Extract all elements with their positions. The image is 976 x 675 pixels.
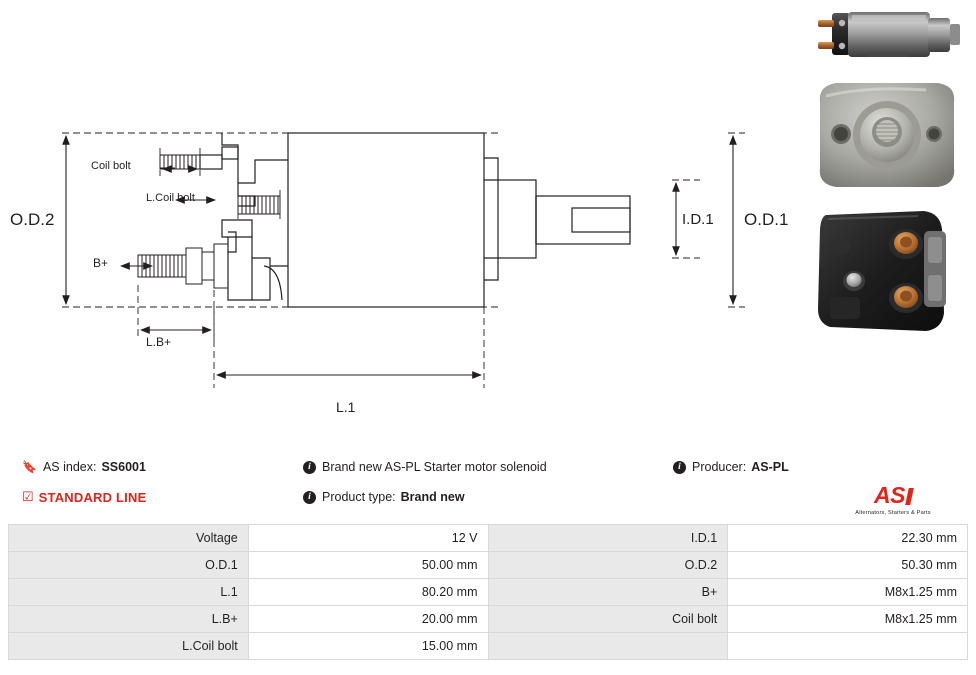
dimension-label-lbplus: L.B+ [146,335,172,349]
spec-label: O.D.1 [9,552,249,579]
dimension-label-bplus: B+ [93,256,109,270]
producer-line [673,456,789,478]
table-row [9,552,968,579]
dimension-label-coil-bolt: Coil bolt [91,160,131,172]
dimension-label-od2: O.D.2 [10,210,55,229]
standard-line-label: STANDARD LINE [38,489,147,505]
spec-empty-cell [488,633,728,660]
spec-label: O.D.2 [488,552,728,579]
spec-value: 12 V [248,525,488,552]
logo-text: AS [874,482,905,508]
product-photo-side-view[interactable] [806,2,968,68]
tag-icon: 🔖 [22,460,37,474]
spec-label: L.1 [9,579,249,606]
info-icon: i [303,491,316,504]
spec-value: M8x1.25 mm [728,606,968,633]
product-photo-terminal-back[interactable] [806,201,968,341]
table-row [9,633,968,660]
spec-value: 50.30 mm [728,552,968,579]
as-pl-logo [818,484,968,516]
spec-label: Coil bolt [488,606,728,633]
info-icon: i [673,461,686,474]
product-photo-front-flange[interactable] [806,72,968,197]
dimension-label-l1: L.1 [336,399,356,415]
spec-empty-cell [728,633,968,660]
specifications-table [8,524,968,660]
spec-label: L.Coil bolt [9,633,249,660]
as-index-line [22,456,146,478]
spec-label: Voltage [9,525,249,552]
product-info-row [0,448,976,520]
spec-label: L.B+ [9,606,249,633]
product-type-line [303,486,547,508]
standard-line-badge [22,486,146,508]
description-line [303,456,547,478]
spec-value: 22.30 mm [728,525,968,552]
table-row [9,606,968,633]
as-index-label: AS index: [42,460,97,474]
spec-value: 50.00 mm [248,552,488,579]
checkbox-checked-icon: ☑ [22,489,34,504]
spec-table-body [9,525,968,660]
logo-subtitle: Alternators, Starters & Parts [855,510,931,516]
table-row [9,579,968,606]
info-icon: i [303,461,316,474]
as-index-value: SS6001 [101,460,146,474]
info-column-right [673,456,789,478]
info-column-left [22,456,146,508]
dimension-label-od1: O.D.1 [744,210,789,229]
product-description: Brand new AS-PL Starter motor solenoid [322,460,547,474]
product-photo-gallery [806,2,968,345]
product-type-label: Product type: [322,490,396,504]
product-type-value: Brand new [400,490,465,504]
dimension-label-l-coil-bolt: L.Coil bolt [146,192,195,204]
spec-value: 20.00 mm [248,606,488,633]
dimension-label-id1: I.D.1 [682,211,714,228]
producer-label: Producer: [692,460,747,474]
table-row [9,525,968,552]
info-column-middle [303,456,547,508]
spec-value: M8x1.25 mm [728,579,968,606]
spec-label: B+ [488,579,728,606]
producer-value: AS-PL [751,460,789,474]
spec-value: 15.00 mm [248,633,488,660]
spec-value: 80.20 mm [248,579,488,606]
spec-label: I.D.1 [488,525,728,552]
logo-bar-icon [905,488,914,505]
